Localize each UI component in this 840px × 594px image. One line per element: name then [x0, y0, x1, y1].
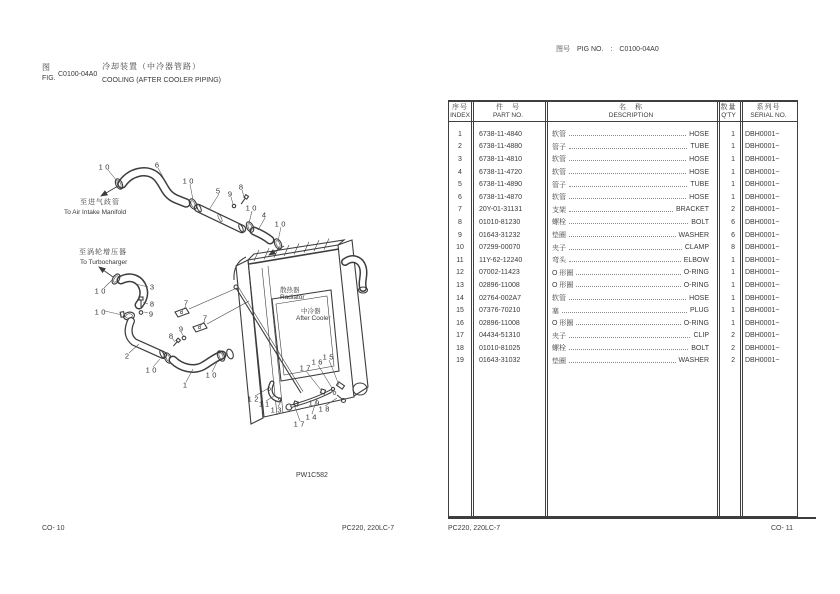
description-cn: 软管 [552, 295, 566, 303]
cell-qty: 1 [731, 155, 735, 163]
cell-part-no: 02764-002A7 [479, 294, 522, 302]
cell-index: 14 [456, 294, 464, 302]
header-qty-en: Q'TY [721, 112, 736, 119]
figure-title-cn: 冷却装置（中冷器管路） [102, 62, 201, 71]
cell-part-no: 02896-11008 [479, 319, 520, 327]
table-row [449, 342, 797, 355]
description-en: O-RING [683, 269, 709, 277]
description-en: HOSE [689, 193, 709, 201]
dot-leader [569, 337, 690, 338]
plug-15 [336, 382, 344, 389]
cell-serial: DBH0001~ [745, 357, 780, 365]
parts-table-header [449, 102, 797, 122]
part-callout: 4 [261, 210, 269, 220]
cell-index: 6 [458, 193, 462, 201]
fig-number: C0100-04A0 [58, 71, 98, 78]
radiator-label-cn: 散热器 [280, 287, 300, 294]
cell-qty: 1 [731, 168, 735, 176]
to-turbocharger-label-en: To Turbocharger [80, 259, 128, 266]
header-serial-no [740, 102, 797, 121]
header-serial-en: SERIAL NO. [750, 112, 787, 119]
cell-qty: 1 [731, 307, 735, 315]
cell-part-no: 6738-11-4720 [479, 168, 523, 176]
cell-description [545, 167, 717, 177]
cell-description [545, 192, 717, 202]
radiator-inlet-stub [225, 348, 234, 359]
description-en: O-RING [683, 281, 709, 289]
part-callout: 8 [149, 299, 157, 309]
fig-label-en: FIG. [42, 75, 56, 82]
dot-leader [569, 135, 686, 136]
description-cn: 软管 [552, 194, 566, 202]
clamp-10 [114, 178, 283, 251]
exploded-diagram [60, 150, 400, 470]
fig-label-cn: 图 [42, 63, 51, 72]
description-cn: 夹子 [552, 332, 566, 340]
after-cooler-label-cn: 中冷器 [301, 308, 321, 315]
description-en: BOLT [691, 218, 709, 226]
description-en: O-RING [683, 319, 709, 327]
to-turbocharger-arrow [99, 267, 113, 277]
cell-part-no: 01643-31032 [479, 357, 521, 365]
description-en: HOSE [689, 294, 709, 302]
description-cn: 垫圈 [552, 232, 566, 240]
cell-index: 7 [458, 206, 462, 214]
part-callout: 10 [94, 286, 108, 296]
washer-9 [139, 311, 143, 315]
table-row [449, 141, 797, 154]
page-bottom-rule [448, 517, 816, 519]
dot-leader [569, 173, 686, 174]
part-callout: 7 [202, 313, 210, 323]
description-cn: 软管 [552, 131, 566, 139]
cell-description [545, 343, 717, 353]
description-en: CLAMP [684, 244, 709, 252]
description-cn: O 形圈 [552, 269, 574, 277]
cell-part-no: 11Y-62-12240 [479, 256, 523, 264]
tube-2 [129, 321, 166, 358]
cell-serial: DBH0001~ [745, 256, 780, 264]
description-en: ELBOW [683, 256, 709, 264]
part-callout: 8 [168, 331, 176, 341]
cell-qty: 1 [731, 130, 735, 138]
hose-3 [121, 278, 144, 305]
cell-description [545, 142, 717, 152]
tube-5 [196, 204, 244, 233]
part-callout: 9 [178, 324, 186, 334]
description-en: HOSE [689, 155, 709, 163]
part-callout: 10 [205, 370, 219, 380]
cell-index: 5 [458, 181, 462, 189]
cell-description [545, 255, 717, 265]
part-callout: 9 [148, 309, 156, 319]
cell-serial: DBH0001~ [745, 344, 780, 352]
cell-part-no: 6738-11-4880 [479, 143, 523, 151]
part-callout: 10 [98, 162, 112, 172]
cell-serial: DBH0001~ [745, 168, 780, 176]
bracket-7 [175, 288, 249, 332]
cell-description [545, 230, 717, 240]
left-model-footer: PC220, 220LC-7 [342, 525, 395, 532]
part-callout: 2 [124, 351, 132, 361]
part-callout: 3 [149, 282, 157, 292]
description-en: BOLT [691, 344, 709, 352]
table-row [449, 229, 797, 242]
description-en: WASHER [678, 231, 709, 239]
cell-qty: 2 [731, 332, 735, 340]
part-callout: 17 [293, 419, 307, 429]
part-callout: 8 [238, 182, 246, 192]
table-row [449, 178, 797, 191]
to-air-intake-label-cn: 至进气歧管 [80, 199, 120, 206]
header-desc-en: DESCRIPTION [608, 112, 654, 119]
cell-qty: 1 [731, 269, 735, 277]
cell-description [545, 268, 717, 278]
description-cn: 管子 [552, 181, 566, 189]
cell-serial: DBH0001~ [745, 206, 780, 214]
part-callout: 12 [247, 394, 261, 404]
part-callout: 5 [215, 186, 223, 196]
description-cn: O 形圈 [552, 320, 574, 328]
cell-qty: 2 [731, 206, 735, 214]
cell-description [545, 331, 717, 341]
cell-serial: DBH0001~ [745, 319, 780, 327]
dot-leader [569, 186, 687, 187]
cell-index: 4 [458, 168, 462, 176]
drain-piping [268, 382, 346, 410]
table-row [449, 267, 797, 280]
dot-leader [576, 274, 680, 275]
parts-table [448, 100, 798, 517]
description-cn: 垫圈 [552, 357, 566, 365]
cell-part-no: 07002-11423 [479, 269, 520, 277]
table-row [449, 191, 797, 204]
right-page-number: CO- 11 [771, 525, 794, 532]
cell-serial: DBH0001~ [745, 231, 780, 239]
cell-index: 13 [456, 281, 464, 289]
cell-index: 12 [456, 269, 464, 277]
part-callout: 17 [299, 363, 313, 373]
header-desc-cn: 名 称 [619, 103, 643, 111]
header-index-cn: 序号 [452, 103, 468, 111]
dot-leader [569, 198, 686, 199]
cell-index: 15 [456, 307, 464, 315]
table-row [449, 166, 797, 179]
table-row [449, 292, 797, 305]
cell-serial: DBH0001~ [745, 244, 780, 252]
cell-serial: DBH0001~ [745, 155, 780, 163]
bolt-8 [240, 195, 249, 205]
cell-qty: 2 [731, 344, 735, 352]
fig-no-value: C0100-04A0 [619, 46, 659, 53]
cell-qty: 1 [731, 294, 735, 302]
cell-qty: 1 [731, 319, 735, 327]
cell-serial: DBH0001~ [745, 281, 780, 289]
clip-17 [320, 389, 325, 394]
description-cn: 管子 [552, 143, 566, 151]
fig-no-label-cn: 图号 [556, 46, 570, 53]
cell-qty: 1 [731, 256, 735, 264]
after-cooler-label-en: After Cooler [296, 315, 331, 322]
description-en: TUBE [690, 181, 709, 189]
cell-qty: 1 [731, 193, 735, 201]
header-part-en: PART NO. [493, 112, 523, 119]
table-row [449, 153, 797, 166]
description-en: BRACKET [675, 206, 709, 214]
dot-leader [562, 312, 687, 313]
cell-serial: DBH0001~ [745, 294, 780, 302]
cell-description [545, 293, 717, 303]
cell-index: 9 [458, 231, 462, 239]
cell-index: 10 [456, 244, 464, 252]
cell-index: 11 [456, 256, 464, 264]
cell-description [545, 129, 717, 139]
cell-description [545, 180, 717, 190]
cell-description [545, 154, 717, 164]
cell-part-no: 01010-81025 [479, 344, 521, 352]
header-part-cn: 件 号 [496, 103, 520, 111]
dot-leader [569, 236, 676, 237]
part-callout: 10 [182, 176, 196, 186]
cell-description [545, 318, 717, 328]
header-description [545, 102, 717, 121]
part-callout: 18 [318, 404, 332, 414]
description-cn: 螺栓 [552, 345, 566, 353]
part-callout: 16 [311, 357, 325, 367]
part-callout: 15 [322, 352, 336, 362]
description-en: CLIP [693, 332, 709, 340]
cell-qty: 6 [731, 218, 735, 226]
cell-qty: 2 [731, 357, 735, 365]
to-turbocharger-label-cn: 至涡轮增压器 [79, 249, 127, 256]
part-callout: 14 [305, 412, 319, 422]
part-callout: 7 [183, 298, 191, 308]
cell-part-no: 6738-11-4870 [479, 193, 523, 201]
part-callout: 11 [258, 399, 272, 409]
cell-serial: DBH0001~ [745, 307, 780, 315]
fig-no-header [556, 46, 659, 54]
table-row [449, 355, 797, 368]
cell-description [545, 356, 717, 366]
description-cn: 螺栓 [552, 219, 566, 227]
description-cn: 弯头 [552, 257, 566, 265]
cell-part-no: 6738-11-4840 [479, 130, 523, 138]
dot-leader [569, 148, 687, 149]
dot-leader [569, 362, 676, 363]
description-cn: 软管 [552, 169, 566, 177]
cell-qty: 1 [731, 181, 735, 189]
cell-index: 3 [458, 155, 462, 163]
description-cn: 夹子 [552, 244, 566, 252]
cell-description [545, 306, 717, 316]
bolt-18 [337, 395, 346, 403]
radiator-label-en: Radiator [280, 294, 305, 301]
cell-part-no: 02896-11008 [479, 281, 520, 289]
to-air-intake-label-en: To Air Intake Manifold [64, 209, 127, 216]
table-row [449, 216, 797, 229]
cell-index: 17 [456, 332, 464, 340]
cell-serial: DBH0001~ [745, 143, 780, 151]
dot-leader [569, 211, 673, 212]
support-rod [236, 288, 301, 393]
cell-part-no: 01643-31232 [479, 231, 521, 239]
cell-serial: DBH0001~ [745, 193, 780, 201]
part-callout: 10 [145, 365, 159, 375]
description-en: HOSE [689, 168, 709, 176]
cell-part-no: 07299-00070 [479, 244, 521, 252]
after-cooler-core [272, 290, 339, 381]
part-callout: 10 [274, 219, 288, 229]
cell-qty: 1 [731, 143, 735, 151]
header-serial-cn: 系列号 [756, 103, 781, 111]
figure-title-en: COOLING (AFTER COOLER PIPING) [102, 77, 222, 84]
cell-index: 16 [456, 319, 464, 327]
washer-19 [333, 392, 336, 395]
description-en: TUBE [690, 143, 709, 151]
cell-qty: 8 [731, 244, 735, 252]
table-row [449, 254, 797, 267]
right-model-footer: PC220, 220LC-7 [448, 525, 501, 532]
cell-serial: DBH0001~ [745, 269, 780, 277]
cell-part-no: 6738-11-4810 [479, 155, 523, 163]
cell-serial: DBH0001~ [745, 130, 780, 138]
cell-index: 8 [458, 218, 462, 226]
table-row [449, 204, 797, 217]
dot-leader [576, 324, 680, 325]
part-callout: 10 [94, 307, 108, 317]
description-cn: 塞 [552, 307, 559, 315]
washer-9 [232, 204, 235, 207]
to-air-intake-arrow [101, 186, 118, 196]
cell-qty: 1 [731, 281, 735, 289]
parts-table-body [449, 122, 797, 367]
part-callout: 1 [182, 380, 190, 390]
cell-serial: DBH0001~ [745, 181, 780, 189]
diagram-drawing [60, 150, 400, 470]
cell-index: 19 [456, 357, 464, 365]
cell-description [545, 243, 717, 253]
description-cn: O 形圈 [552, 282, 574, 290]
cell-index: 2 [458, 143, 462, 151]
part-callout: 9 [227, 189, 235, 199]
cell-description [545, 205, 717, 215]
part-callout: 13 [270, 405, 284, 415]
cell-part-no: 20Y-01-31131 [479, 206, 523, 214]
dot-leader [569, 349, 688, 350]
radiator-assembly [225, 239, 368, 425]
table-row [449, 241, 797, 254]
table-row [449, 330, 797, 343]
table-row [449, 304, 797, 317]
cell-index: 18 [456, 344, 464, 352]
cell-part-no: 04434-51310 [479, 332, 521, 340]
cell-description [545, 217, 717, 227]
dot-leader [569, 223, 688, 224]
table-row [449, 128, 797, 141]
dot-leader [569, 299, 686, 300]
header-qty-cn: 数量 [720, 103, 737, 111]
part-callout: 10 [245, 203, 259, 213]
fig-no-separator: : [610, 46, 613, 53]
cell-serial: DBH0001~ [745, 332, 780, 340]
cell-index: 1 [458, 130, 462, 138]
description-en: WASHER [678, 357, 709, 365]
description-cn: 软管 [552, 156, 566, 164]
hose-4 [254, 231, 270, 240]
table-row [449, 317, 797, 330]
cell-qty: 6 [731, 231, 735, 239]
dot-leader [569, 261, 681, 262]
cell-description [545, 280, 717, 290]
header-part-no [471, 102, 545, 121]
table-row [449, 279, 797, 292]
hose-6 [122, 172, 186, 203]
description-cn: 支架 [552, 206, 566, 214]
description-en: PLUG [689, 307, 709, 315]
header-qty [717, 102, 740, 121]
cell-part-no: 01010-81230 [479, 218, 521, 226]
cell-part-no: 07376-70210 [479, 307, 521, 315]
header-index-en: INDEX [450, 112, 470, 119]
dot-leader [569, 160, 686, 161]
description-en: HOSE [689, 130, 709, 138]
left-page-number: CO- 10 [42, 525, 65, 532]
drawing-number: PW1C582 [296, 472, 328, 479]
part-callout: 19 [308, 398, 322, 408]
part-callout: 6 [154, 160, 162, 170]
cell-part-no: 6738-11-4890 [479, 181, 523, 189]
dot-leader [569, 249, 682, 250]
header-index [449, 102, 471, 121]
cell-serial: DBH0001~ [745, 218, 780, 226]
fig-no-label-en: PIG NO. [577, 46, 604, 53]
dot-leader [576, 286, 680, 287]
